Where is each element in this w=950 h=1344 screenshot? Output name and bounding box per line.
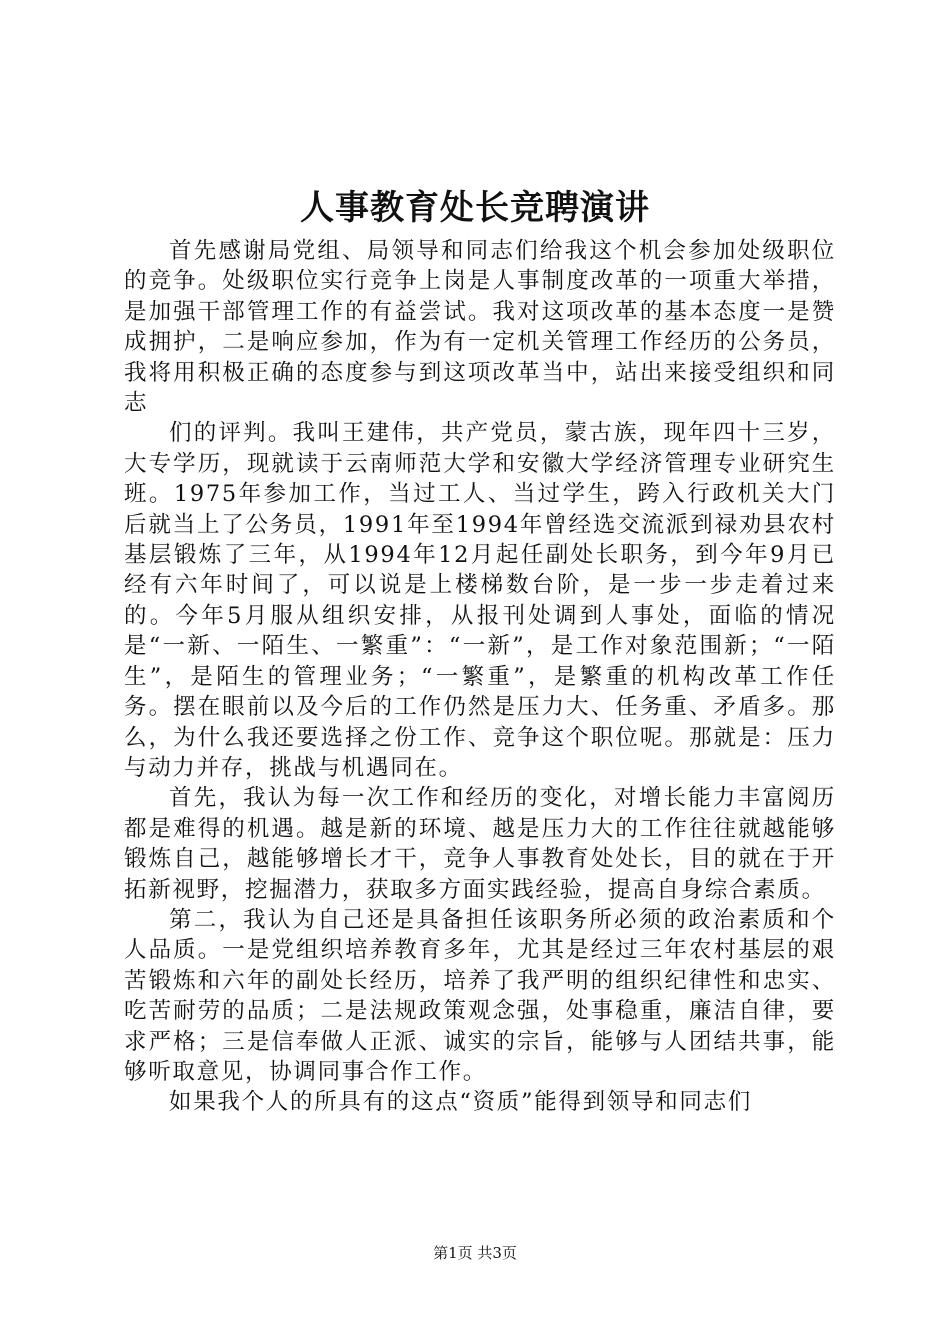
paragraph-5: 如果我个人的所具有的这点“资质”能得到领导和同志们 [169, 1089, 753, 1116]
paragraph-3: 首先，我认为每一次工作和经历的变化，对增长能力丰富阅历都是难得的机遇。越是新的环境、越是压力大的工作往往就越能够锻炼自己，越能够增长才干，竞争人事教育处处长，目的就在于开拓新视野，挖掘潜力，获取多方面实践经验，提高自身综合素质。 [124, 785, 836, 903]
page-number-footer: 第1页 共3页 [433, 1244, 517, 1262]
document-title: 人事教育处长竞聘演讲 [300, 188, 650, 228]
paragraph-2: 们的评判。我叫王建伟，共产党员，蒙古族，现年四十三岁，大专学历，现就读于云南师范大学和安徽大学经济管理专业研究生班。1975年参加工作，当过工人、当过学生，跨入行政机关大门后就当上了公务员，1991年至1994年曾经选交流派到禄劝县农村基层锻炼了三年，从1994年12月起任副处长职务，到今年9月已经有六年时间了，可以说是上楼梯数台阶，是一步一步走着过来的。今年5月服从组织安排，从报刊处调到人事处，面临的情况是“一新、一陌生、一繁重”：“一新”，是工作对象范围新；“一陌生”，是陌生的管理业务；“一繁重”，是繁重的机构改革工作任务。摆在眼前以及今后的工作仍然是压力大、任务重、矛盾多。那么，为什么我还要选择之份工作、竞争这个职位呢。那就是：压力与动力并存，挑战与机遇同在。 [124, 420, 836, 781]
paragraph-1: 首先感谢局党组、局领导和同志们给我这个机会参加处级职位的竞争。处级职位实行竞争上岗是人事制度改革的一项重大举措，是加强干部管理工作的有益尝试。我对这项改革的基本态度一是赞成拥护，二是响应参加，作为有一定机关管理工作经历的公务员，我将用积极正确的态度参与到这项改革当中，站出来接受组织和同志 [124, 238, 836, 417]
paragraph-4: 第二，我认为自己还是具备担任该职务所必须的政治素质和个人品质。一是党组织培养教育多年，尤其是经过三年农村基层的艰苦锻炼和六年的副处长经历，培养了我严明的组织纪律性和忠实、吃苦耐劳的品质；二是法规政策观念强，处事稳重，廉洁自律，要求严格；三是信奉做人正派、诚实的宗旨，能够与人团结共事，能够听取意见，协调同事合作工作。 [124, 906, 836, 1085]
document-body [124, 236, 836, 1118]
